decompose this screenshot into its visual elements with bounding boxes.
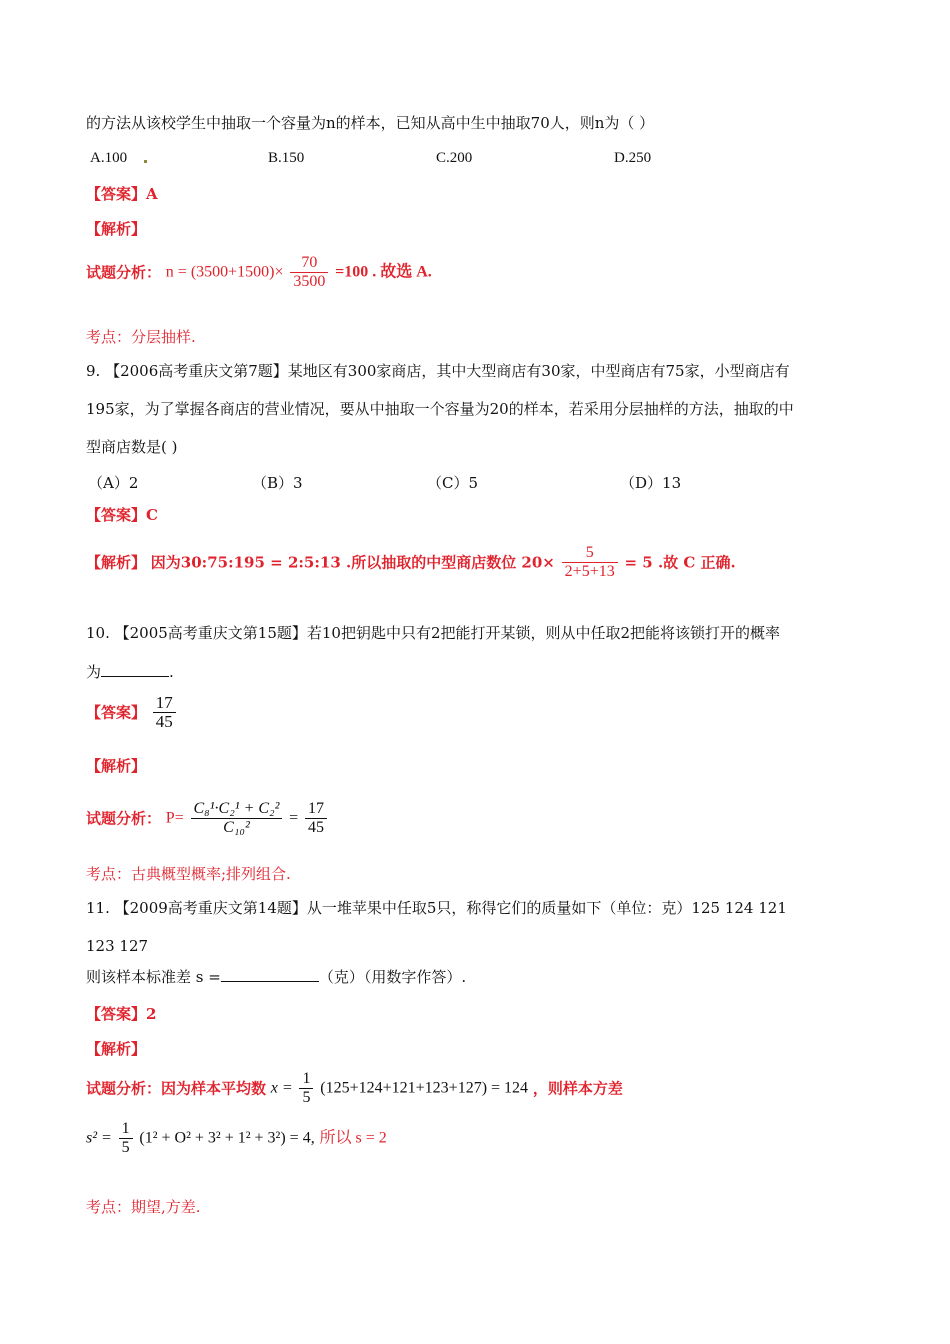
q9-analysis-label: 【解析】 <box>86 553 147 572</box>
q11-line3-prefix: 则该样本标准差 s = <box>86 968 221 986</box>
q8-analysis-label: 【解析】 <box>86 220 147 238</box>
q9-answer: 【答案】C <box>86 506 158 524</box>
q10-line2 <box>86 662 174 682</box>
q8-answer: 【答案】A <box>86 185 158 203</box>
q10-p-res-num: 17 <box>305 800 327 819</box>
q10-kaodian: 考点：古典概型概率;排列组合. <box>86 865 291 883</box>
q10-answer-den: 45 <box>155 712 173 731</box>
q11-mean-fraction <box>299 1070 313 1107</box>
q10-line2-prefix: 为 <box>86 663 102 681</box>
q8-formula-num: 70 <box>290 254 328 273</box>
q10-analysis <box>86 800 329 850</box>
q9-option-a: （A）2 <box>88 474 139 492</box>
q8-formula-left: n = (3500+1500)× <box>165 263 284 281</box>
q11-analysis-prefix: 试题分析：因为样本平均数 <box>86 1079 267 1098</box>
q10-line1: 10. 【2005高考重庆文第15题】若10把钥匙中只有2把能打开某锁，则从中任取2把能将该锁打开的概率 <box>86 624 781 642</box>
q8-option-d: D.250 <box>614 150 652 166</box>
q8-stem: 的方法从该校学生中抽取一个容量为n的样本，已知从高中生中抽取70人，则n为（ ） <box>86 114 655 132</box>
q10-answer-label: 【答案】 <box>86 703 147 722</box>
q11-analysis-line2 <box>86 1120 387 1164</box>
q9-option-b: （B）3 <box>252 474 303 492</box>
q11-var-end: 所以 s = 2 <box>319 1129 387 1147</box>
q9-line2: 195家，为了掌握各商店的营业情况，要从中抽取一个容量为20的样本，若采用分层抽样的方法，抽取的中 <box>86 400 794 418</box>
q11-kaodian: 考点：期望,方差. <box>86 1198 201 1216</box>
q8-option-c: C.200 <box>436 150 473 166</box>
q10-analysis-prefix: 试题分析： <box>86 809 162 828</box>
q8-formula-den: 3500 <box>293 273 326 290</box>
q11-mean-end: ，则样本方差 <box>532 1079 623 1098</box>
q10-answer <box>86 694 178 738</box>
q11-analysis-label: 【解析】 <box>86 1040 147 1058</box>
q11-mean-body: (125+124+121+123+127) = 124 <box>320 1079 529 1097</box>
q8-analysis <box>86 254 432 298</box>
q10-answer-blank <box>101 662 169 677</box>
q9-line3: 型商店数是( ) <box>86 438 178 456</box>
q11-var-fraction <box>119 1120 133 1157</box>
q11-analysis-line1 <box>86 1070 623 1114</box>
q10-p-label: P= <box>165 809 184 827</box>
q10-line2-suffix: . <box>169 663 174 681</box>
q10-p-den: C₁₀² <box>223 819 250 836</box>
q8-kaodian: 考点：分层抽样. <box>86 328 196 346</box>
q8-option-a: A.100 <box>90 150 128 166</box>
q10-answer-num: 17 <box>153 694 176 713</box>
q9-analysis-fraction <box>562 544 618 581</box>
q9-analysis-text: 因为30:75:195 = 2:5:13 .所以抽取的中型商店数位 20× <box>150 553 555 572</box>
q11-answer-blank <box>221 967 319 982</box>
q8-analysis-prefix: 试题分析： <box>86 263 162 282</box>
q10-analysis-label: 【解析】 <box>86 757 147 775</box>
q11-var-body: (1² + O² + 3² + 1² + 3²) = 4, <box>139 1129 315 1147</box>
q10-p-fraction <box>191 800 283 837</box>
q11-line3 <box>86 967 466 987</box>
q11-mean-den: 5 <box>302 1089 311 1106</box>
q10-p-result <box>305 800 327 837</box>
q8-formula-fraction <box>290 254 328 291</box>
q11-answer: 【答案】2 <box>86 1005 157 1023</box>
q9-line1: 9. 【2006高考重庆文第7题】某地区有300家商店，其中大型商店有30家，中型商店有75家，小型商店有 <box>86 362 790 380</box>
q10-p-res-den: 45 <box>307 819 324 836</box>
q9-frac-num: 5 <box>562 544 618 563</box>
q10-p-eq: = <box>289 809 299 827</box>
q11-var-left: s² = <box>86 1129 112 1147</box>
q9-option-c: （C）5 <box>427 474 479 492</box>
q11-mean-x: x = <box>270 1079 293 1097</box>
q11-line1: 11. 【2009高考重庆文第14题】从一堆苹果中任取5只，称得它们的质量如下（单位：克）125 124 121 <box>86 899 787 917</box>
q8-option-b: B.150 <box>268 150 305 166</box>
stray-dot <box>144 160 147 163</box>
q9-analysis-end: = 5 .故 C 正确. <box>624 553 736 572</box>
q11-line3-suffix: （克）（用数字作答）. <box>318 968 467 986</box>
q11-var-num: 1 <box>119 1120 133 1139</box>
q9-frac-den: 2+5+13 <box>564 563 615 580</box>
q11-line2: 123 127 <box>86 937 149 955</box>
q10-answer-fraction <box>153 694 176 731</box>
q9-option-d: （D）13 <box>620 474 682 492</box>
q8-formula-right: =100 . 故选 A. <box>335 263 432 281</box>
q11-mean-num: 1 <box>299 1070 313 1089</box>
q11-var-den: 5 <box>121 1139 130 1156</box>
q9-analysis <box>86 544 736 588</box>
q10-p-num: C₈¹·C₂¹ + C₂² <box>191 800 283 819</box>
